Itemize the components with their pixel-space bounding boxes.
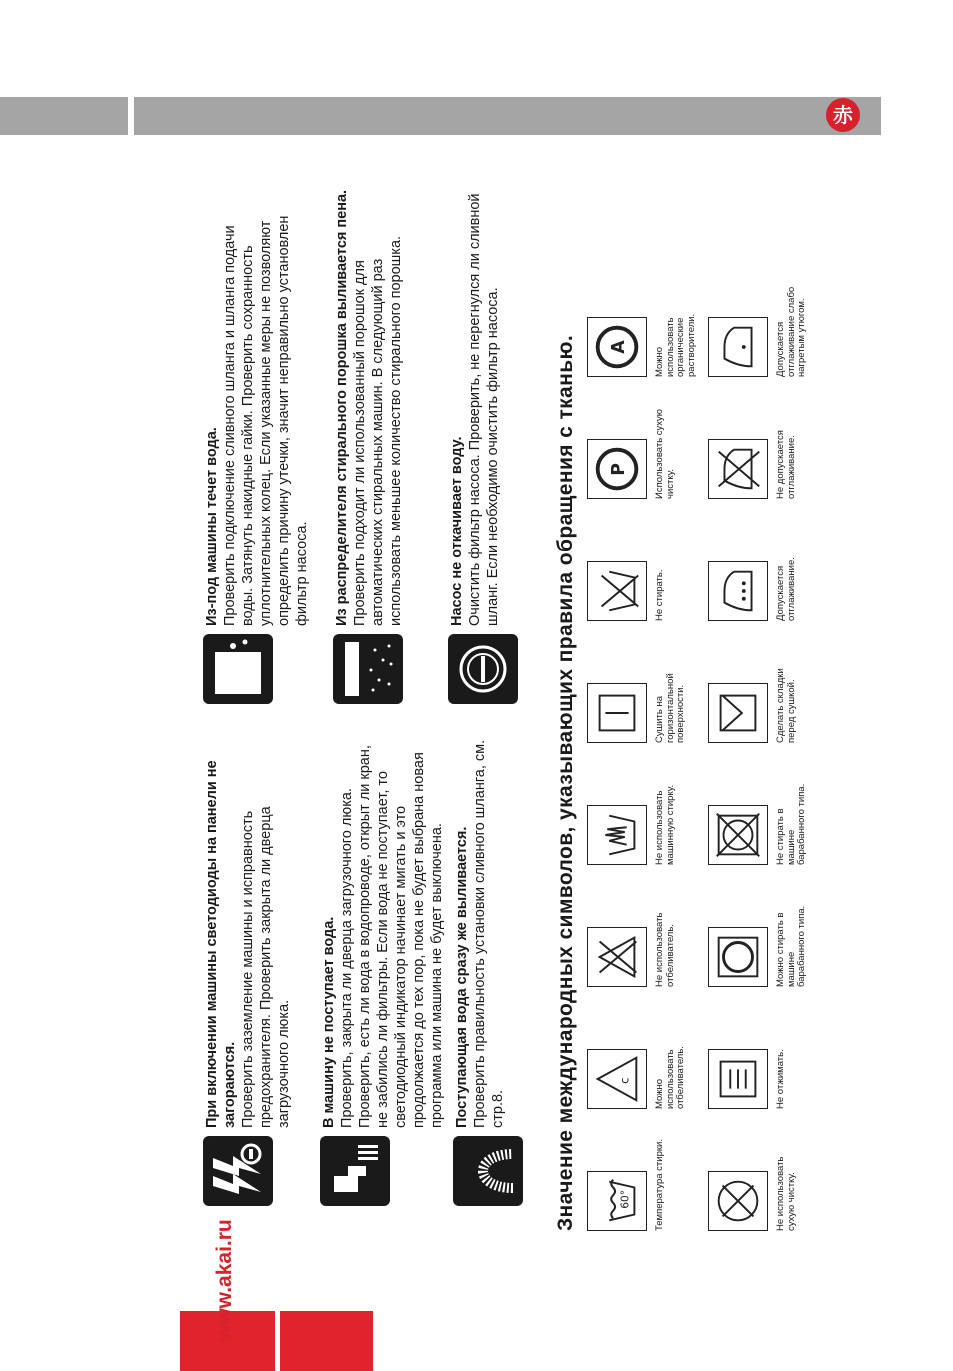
do-not-wring-icon	[708, 1049, 768, 1109]
dry-flat-icon	[587, 683, 647, 743]
trouble-block-3	[453, 728, 507, 1128]
symbol-caption: Не использовать сухую чистку.	[775, 1156, 797, 1231]
water-tap-icon	[320, 1136, 390, 1206]
hand-wash-icon	[587, 805, 647, 865]
trouble-text: Очистить фильтр насоса. Проверить, не перегнулся ли сливной шланг. Если необходимо очистить фильтр насоса.	[467, 193, 501, 626]
no-iron-icon	[708, 439, 768, 499]
iron-allowed-icon	[708, 561, 768, 621]
no-dry-clean-icon	[708, 1171, 768, 1231]
trouble-title: Из-под машины течет вода.	[204, 427, 220, 626]
trouble-text: Проверить правильность установки сливного шланга, см. стр.8.	[472, 739, 506, 1128]
trouble-title: В машину не поступает вода.	[321, 916, 337, 1128]
pump-filter-icon	[448, 634, 518, 704]
svg-text:c: c	[617, 1077, 632, 1084]
trouble-block-5	[333, 186, 405, 626]
symbol-caption: Не стирать.	[654, 569, 665, 621]
trouble-block-4	[203, 186, 311, 626]
water-leak-icon	[203, 634, 273, 704]
do-not-wash-icon	[587, 561, 647, 621]
dry-clean-a-icon	[587, 317, 647, 377]
drain-hose-icon	[453, 1136, 523, 1206]
symbol-caption: Можно стирать в машине барабанного типа.	[775, 905, 807, 987]
trouble-block-2	[320, 728, 446, 1128]
symbol-caption: Не стирать в машине барабанного типа.	[775, 783, 807, 865]
symbol-caption: Сушить на горизонтальной поверхности.	[654, 673, 686, 743]
fold-before-drying-icon	[708, 683, 768, 743]
trouble-title: Поступающая вода сразу же выливается.	[454, 826, 470, 1128]
symbol-caption: Допускается отглаживание.	[775, 557, 797, 621]
symbol-caption: Не допускается отглаживание.	[775, 430, 797, 499]
no-tumble-dry-icon	[708, 805, 768, 865]
iron-low-icon	[708, 317, 768, 377]
site-url[interactable]: www.akai.ru	[213, 1219, 236, 1341]
symbol-caption: Можно использовать органические растворители.	[654, 313, 697, 377]
symbol-caption: Не использовать машинную стирку.	[654, 784, 676, 865]
trouble-title: Из распределителя стирального порошка выливается пена.	[334, 189, 350, 626]
tumble-dry-icon	[708, 927, 768, 987]
symbol-caption: Не использовать отбеливатель.	[654, 912, 676, 987]
symbol-caption: Использовать сухую чистку.	[654, 409, 676, 499]
symbol-caption: Не отжимать.	[775, 1049, 786, 1109]
trouble-block-1	[203, 728, 293, 1128]
foam-icon	[333, 634, 403, 704]
trouble-text: Проверить, закрыта ли дверца загрузочного люка. Проверить, есть ли вода в водопроводе, открыт ли кран, не забились ли фильтры. Если вода не поступает, то светодиодный индикатор начинает мигать и это продолжается до тех пор, пока не будет выбрана новая программа или машина не будет выключена.	[339, 745, 445, 1128]
trouble-block-6	[448, 186, 502, 626]
trouble-text: Проверить подключение сливного шланга и шланга подачи воды. Затянуть накидные гайки. Проверить сохранность уплотнительных колец. Если указанные меры не позволяют определить причину утечки, значит неправильно установлен фильтр насоса.	[222, 215, 310, 626]
trouble-text: Проверить заземление машины и исправность предохранителя. Проверить закрыта ли дверца загрузочного люка.	[240, 806, 292, 1128]
trouble-title: При включении машины светодиоды на панели не загораются.	[204, 760, 238, 1128]
trouble-title: Насос не откачивает воду.	[449, 436, 465, 626]
section-title: Значение международных символов, указывающих правила обращения с тканью.	[554, 334, 577, 1231]
svg-text:P: P	[608, 463, 629, 476]
symbol-caption: Сделать складки перед сушкой.	[775, 668, 797, 743]
svg-text:60°: 60°	[618, 1189, 632, 1209]
dry-clean-p-icon	[587, 439, 647, 499]
symbol-caption: Температура стирки.	[654, 1139, 665, 1231]
electric-plug-icon	[203, 1136, 273, 1206]
wash-60-icon	[587, 1171, 647, 1231]
symbol-caption: Можно использовать отбеливатель.	[654, 1046, 686, 1109]
svg-text:A: A	[608, 340, 629, 354]
no-bleach-icon	[587, 927, 647, 987]
bleach-allowed-icon	[587, 1049, 647, 1109]
brand-logo: 赤	[826, 98, 860, 132]
symbol-caption: Допускается отглаживание слабо нагретым утюгом.	[775, 286, 807, 377]
trouble-text: Проверить подходит ли использованный порошок для автоматических стиральных машин. В следующий раз использовать меньшее количество стирального порошка.	[352, 235, 404, 626]
